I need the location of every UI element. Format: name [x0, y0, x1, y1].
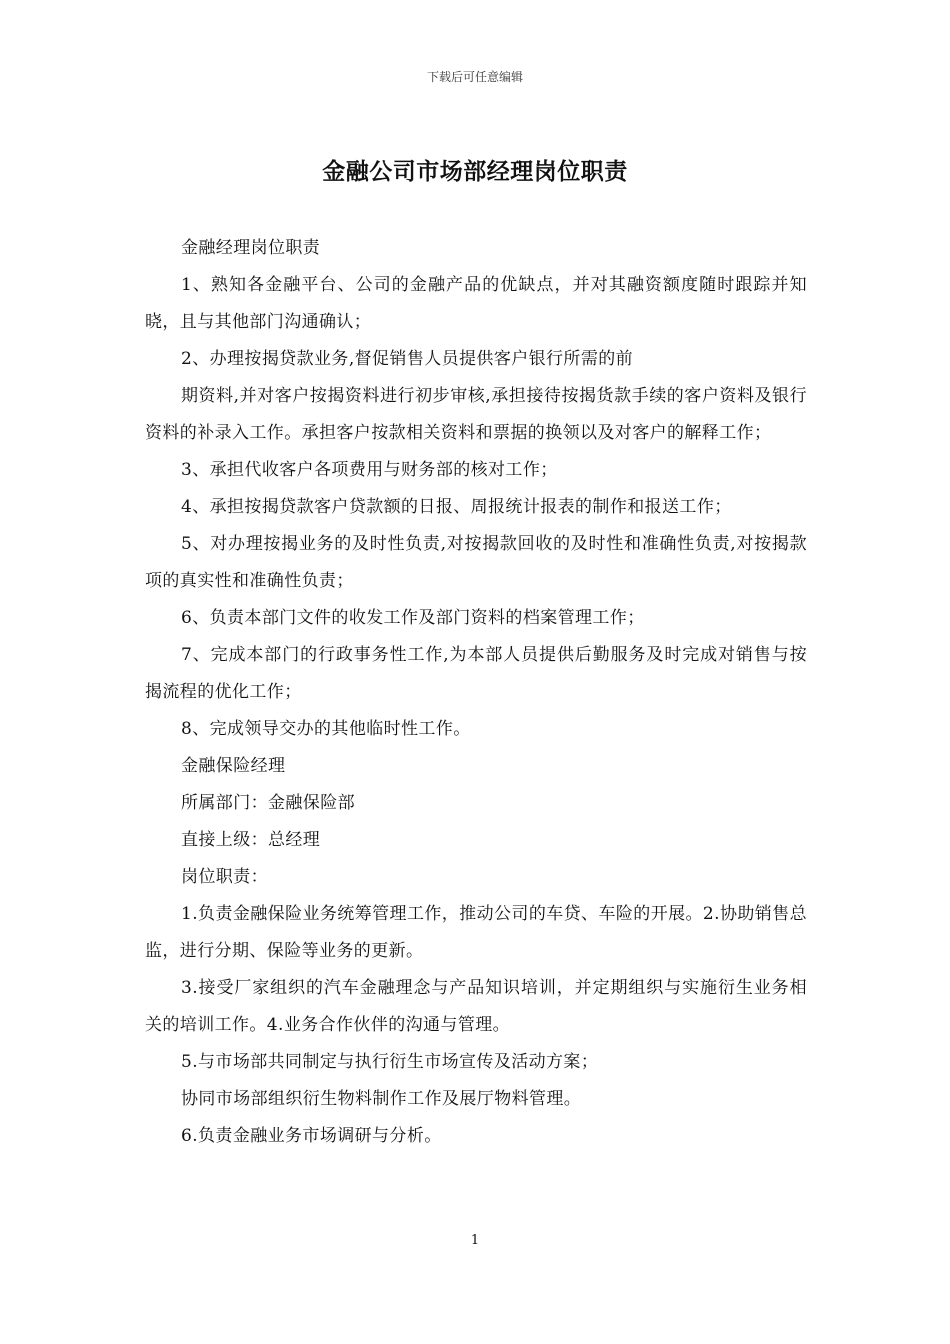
paragraph: 期资料,并对客户按揭资料进行初步审核,承担接待按揭货款手续的客户资料及银行资料的补录入工作。承担客户按款相关资料和票据的换领以及对客户的解释工作；	[145, 386, 807, 443]
paragraph: 直接上级：总经理	[181, 830, 321, 850]
document-title: 金融公司市场部经理岗位职责	[322, 159, 628, 185]
paragraph: 6.负责金融业务市场调研与分析。	[181, 1126, 442, 1146]
paragraph: 3.接受厂家组织的汽车金融理念与产品知识培训，并定期组织与实施衍生业务相关的培训工作。4.业务合作伙伴的沟通与管理。	[145, 978, 807, 1035]
document-body	[145, 230, 807, 1155]
paragraph: 协同市场部组织衍生物料制作工作及展厅物料管理。	[181, 1089, 582, 1109]
page-number: 1	[470, 1233, 480, 1248]
paragraph: 5、对办理按揭业务的及时性负责,对按揭款回收的及时性和准确性负责,对按揭款项的真实性和准确性负责；	[145, 534, 807, 591]
paragraph: 8、完成领导交办的其他临时性工作。	[181, 719, 471, 739]
paragraph: 4、承担按揭贷款客户贷款额的日报、周报统计报表的制作和报送工作；	[181, 497, 732, 517]
paragraph: 所属部门：金融保险部	[181, 793, 355, 813]
paragraph: 7、完成本部门的行政事务性工作,为本部人员提供后勤服务及时完成对销售与按揭流程的优化工作；	[145, 645, 807, 702]
paragraph: 1.负责金融保险业务统筹管理工作，推动公司的车贷、车险的开展。2.协助销售总监，进行分期、保险等业务的更新。	[145, 904, 807, 961]
page-header: 下载后可任意编辑	[426, 70, 523, 84]
paragraph: 6、负责本部门文件的收发工作及部门资料的档案管理工作；	[181, 608, 645, 628]
paragraph: 5.与市场部共同制定与执行衍生市场宣传及活动方案；	[181, 1052, 599, 1072]
paragraph: 岗位职责：	[181, 867, 268, 887]
paragraph: 1、熟知各金融平台、公司的金融产品的优缺点，并对其融资额度随时跟踪并知晓，且与其他部门沟通确认；	[145, 275, 807, 332]
paragraph: 2、办理按揭贷款业务,督促销售人员提供客户银行所需的前	[181, 349, 634, 369]
paragraph: 3、承担代收客户各项费用与财务部的核对工作；	[181, 460, 558, 480]
paragraph: 金融保险经理	[181, 756, 286, 776]
paragraph: 金融经理岗位职责	[181, 238, 321, 258]
